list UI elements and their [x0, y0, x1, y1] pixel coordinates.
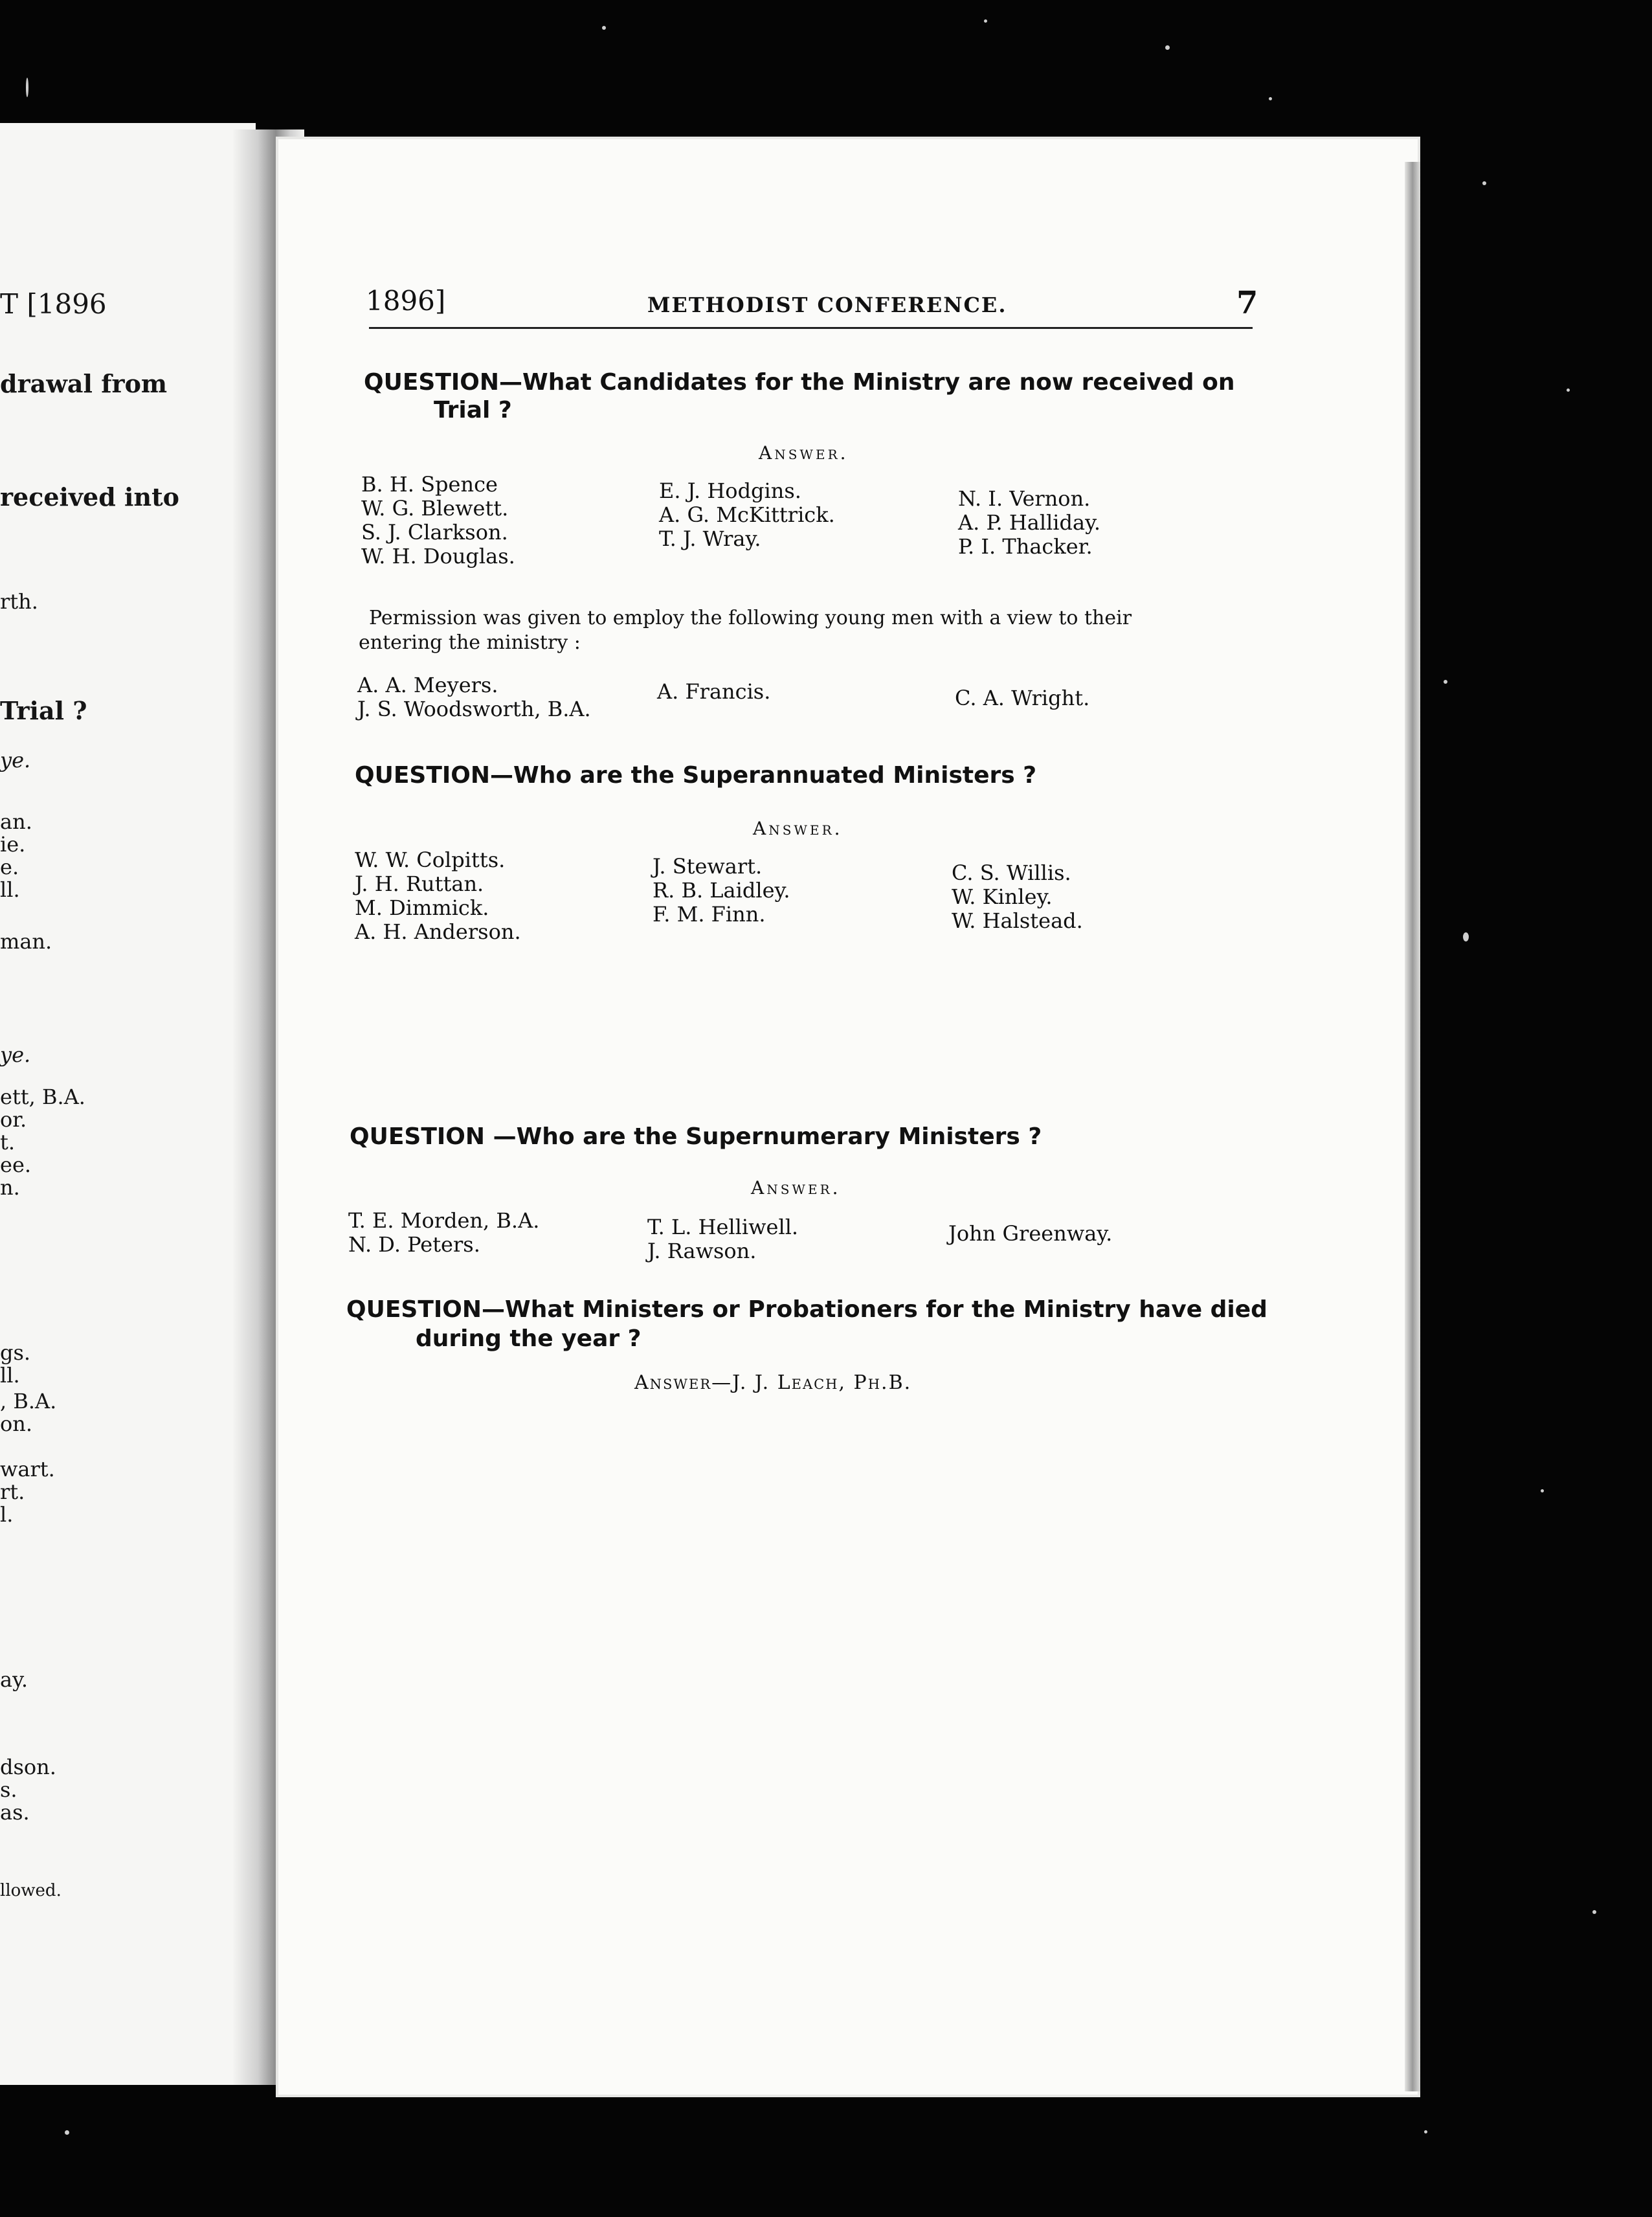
- minister-name: N. I. Vernon.: [958, 486, 1091, 511]
- dust-speck: [26, 78, 28, 97]
- left-fragment: t.: [0, 1130, 16, 1154]
- name-column: [357, 673, 591, 721]
- candidate-name: C. A. Wright.: [955, 686, 1090, 710]
- dust-speck: [1592, 1910, 1596, 1914]
- minister-name: S. J. Clarkson.: [361, 520, 508, 545]
- dust-speck: [1424, 2130, 1427, 2133]
- running-title: METHODIST CONFERENCE.: [647, 293, 1007, 317]
- name-column: [647, 1215, 798, 1263]
- minister-name: A. G. McKittrick.: [659, 502, 835, 527]
- header-year: 1896]: [366, 285, 446, 317]
- name-column: [657, 680, 770, 704]
- minister-name: J. Stewart.: [653, 854, 763, 879]
- dust-speck: [1567, 388, 1570, 392]
- minister-name: T. L. Helliwell.: [647, 1215, 799, 1239]
- minister-name: P. I. Thacker.: [958, 534, 1093, 559]
- left-fragment: llowed.: [0, 1881, 61, 1900]
- left-fragment: ll.: [0, 1363, 20, 1388]
- left-fragment: an.: [0, 809, 32, 834]
- left-fragment: ay.: [0, 1667, 28, 1692]
- left-fragment: ett, B.A.: [0, 1085, 85, 1109]
- left-fragment: , B.A.: [0, 1389, 57, 1413]
- name-column: [361, 473, 515, 568]
- dust-speck: [1482, 181, 1486, 185]
- name-column: [958, 487, 1100, 559]
- dust-speck: [984, 19, 987, 23]
- dust-speck: [1541, 1489, 1544, 1492]
- minister-name: W. Kinley.: [952, 884, 1053, 909]
- question-heading-continued: during the year ?: [416, 1325, 642, 1352]
- left-fragment: e.: [0, 855, 19, 879]
- dust-speck: [602, 26, 606, 30]
- dust-speck: [1165, 45, 1170, 50]
- dust-speck: [65, 2130, 69, 2135]
- minister-name: N. D. Peters.: [348, 1232, 480, 1257]
- left-fragment: n.: [0, 1175, 20, 1200]
- name-column: [952, 861, 1083, 933]
- minister-name: W. W. Colpitts.: [355, 848, 506, 872]
- name-column: [355, 848, 521, 944]
- left-facing-page: [0, 123, 256, 2085]
- minister-name: R. B. Laidley.: [653, 878, 790, 903]
- question-heading: QUESTION—What Candidates for the Ministry are now received on: [364, 369, 1235, 396]
- minister-name: A. H. Anderson.: [355, 919, 521, 944]
- document-page: [278, 139, 1418, 2095]
- permission-note: Permission was given to employ the following young men with a view to their: [369, 607, 1132, 629]
- minister-name: John Greenway.: [948, 1221, 1113, 1246]
- left-fragment: drawal from: [0, 369, 168, 398]
- question-heading-continued: Trial ?: [434, 397, 512, 423]
- left-fragment: dson.: [0, 1755, 56, 1779]
- left-fragment: or.: [0, 1107, 27, 1132]
- dust-speck: [1463, 932, 1469, 941]
- left-fragment: on.: [0, 1412, 33, 1436]
- page-edge: [1405, 162, 1420, 2091]
- left-fragment: s.: [0, 1777, 17, 1802]
- left-fragment: ll.: [0, 877, 20, 902]
- minister-name: T. J. Wray.: [659, 526, 761, 551]
- minister-name: F. M. Finn.: [653, 902, 766, 927]
- header-rule: [369, 327, 1253, 329]
- left-page-header: T [1896: [0, 288, 107, 320]
- left-fragment: l.: [0, 1502, 14, 1527]
- answer-label: Answer.: [753, 818, 843, 839]
- answer-label: Answer.: [751, 1177, 841, 1199]
- name-column: [659, 479, 835, 551]
- minister-name: E. J. Hodgins.: [659, 478, 801, 503]
- left-fragment: gs.: [0, 1340, 31, 1365]
- name-column: [348, 1209, 539, 1257]
- minister-name: T. E. Morden, B.A.: [348, 1208, 540, 1233]
- dust-speck: [1269, 97, 1272, 100]
- question-heading: QUESTION —Who are the Supernumerary Ministers ?: [350, 1123, 1042, 1150]
- minister-name: A. P. Halliday.: [958, 510, 1101, 535]
- name-column: [948, 1222, 1112, 1246]
- minister-name: J. H. Ruttan.: [355, 872, 484, 896]
- left-fragment: received into: [0, 482, 179, 512]
- question-heading: QUESTION—What Ministers or Probationers for the Ministry have died: [346, 1296, 1267, 1323]
- left-fragment: ye.: [0, 748, 31, 772]
- candidate-name: A. A. Meyers.: [357, 673, 498, 697]
- minister-name: B. H. Spence: [361, 472, 498, 497]
- minister-name: W. H. Douglas.: [361, 544, 515, 568]
- minister-name: W. Halstead.: [952, 908, 1083, 933]
- left-fragment: ye.: [0, 1042, 31, 1067]
- permission-note-continued: entering the ministry :: [359, 631, 581, 654]
- question-heading: QUESTION—Who are the Superannuated Ministers ?: [355, 762, 1037, 789]
- left-fragment: Trial ?: [0, 696, 87, 725]
- name-column: [955, 686, 1089, 710]
- candidate-name: J. S. Woodsworth, B.A.: [357, 697, 591, 721]
- left-fragment: ie.: [0, 832, 26, 857]
- left-fragment: wart.: [0, 1457, 55, 1481]
- candidate-name: A. Francis.: [657, 679, 771, 704]
- left-fragment: ee.: [0, 1153, 32, 1177]
- name-column: [653, 855, 790, 927]
- minister-name: C. S. Willis.: [952, 861, 1071, 885]
- left-fragment: rth.: [0, 589, 38, 614]
- minister-name: J. Rawson.: [647, 1239, 757, 1263]
- dust-speck: [1444, 680, 1447, 684]
- page-number: 7: [1236, 285, 1258, 321]
- left-fragment: rt.: [0, 1480, 25, 1504]
- answer-line: Answer—J. J. Leach, Ph.B.: [634, 1371, 912, 1394]
- minister-name: M. Dimmick.: [355, 895, 489, 920]
- left-fragment: as.: [0, 1800, 30, 1825]
- minister-name: W. G. Blewett.: [361, 496, 509, 521]
- answer-label: Answer.: [759, 442, 849, 464]
- left-fragment: man.: [0, 929, 52, 954]
